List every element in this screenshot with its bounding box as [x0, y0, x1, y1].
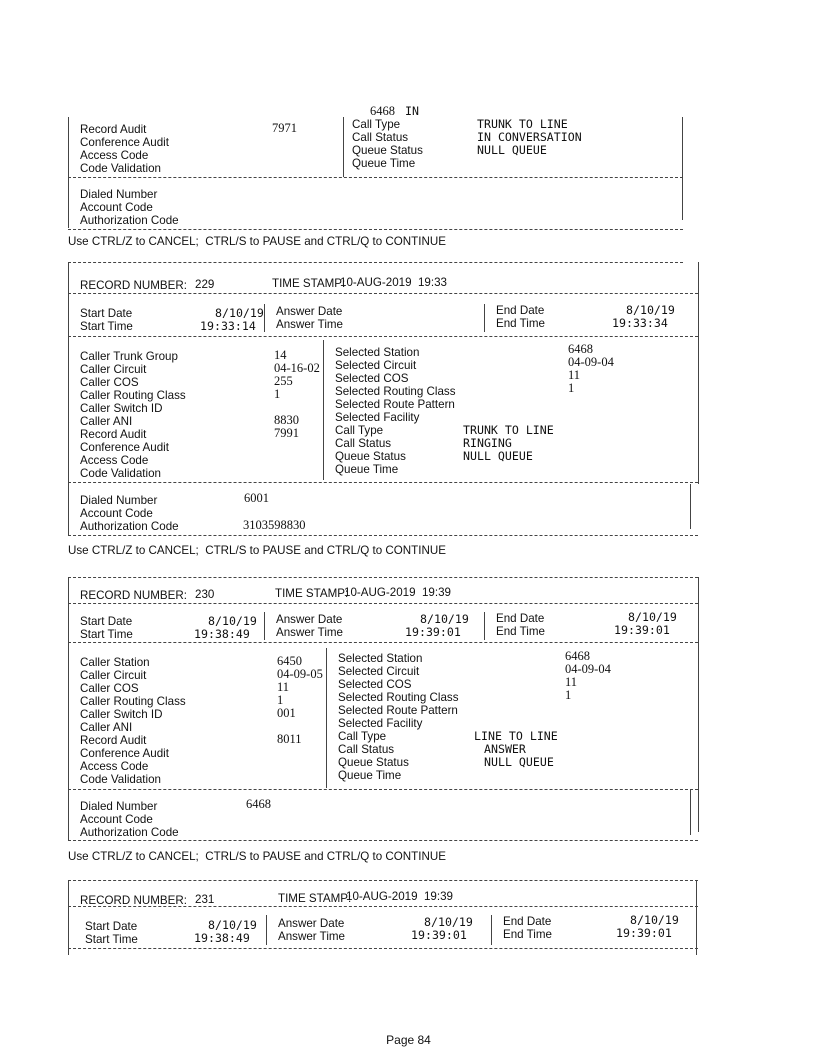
- selected-label-0: Selected Station: [335, 346, 420, 359]
- r228-right-label-0: Call Type: [352, 118, 401, 131]
- r228-right-value-2: NULL QUEUE: [477, 143, 547, 157]
- answer-date: 8/10/19: [424, 915, 473, 929]
- time-stamp-label: TIME STAMP:: [275, 587, 349, 600]
- start-date-label: Start Date: [80, 307, 133, 320]
- r228-right-label-2: Queue Status: [352, 144, 423, 157]
- r228-left-label-1: Conference Audit: [80, 136, 169, 149]
- selected-label-4: Selected Route Pattern: [335, 398, 455, 411]
- dialed-value-0: 6468: [246, 797, 271, 811]
- prompt-text: Use CTRL/Z to CANCEL; CTRL/S to PAUSE and CTRL/Q to CONTINUE: [68, 544, 446, 557]
- caller-label-7: Conference Audit: [80, 747, 169, 760]
- selected-value-1: 04-09-04: [568, 355, 614, 369]
- selected-label-3: Selected Routing Class: [335, 385, 456, 398]
- r228-dialed-label-2: Authorization Code: [80, 214, 179, 227]
- selected-value-0: 6468: [568, 342, 593, 356]
- caller-label-6: Record Audit: [80, 734, 147, 747]
- selected-label-1: Selected Circuit: [338, 665, 420, 678]
- selected-label-7: Call Status: [338, 743, 395, 756]
- answer-date-label: Answer Date: [276, 305, 343, 318]
- caller-label-8: Access Code: [80, 454, 149, 467]
- end-date-label: End Date: [496, 612, 545, 625]
- caller-label-9: Code Validation: [80, 467, 161, 480]
- r228-left-label-3: Code Validation: [80, 162, 161, 175]
- dialed-label-0: Dialed Number: [80, 494, 158, 507]
- caller-value-6: 7991: [274, 426, 299, 440]
- r228-left-label-2: Access Code: [80, 149, 149, 162]
- time-stamp: 10-AUG-2019 19:39: [346, 890, 453, 903]
- start-date: 8/10/19: [215, 306, 264, 320]
- selected-value-7: RINGING: [463, 436, 512, 450]
- selected-value-3: 1: [568, 381, 575, 395]
- caller-label-3: Caller Routing Class: [80, 695, 186, 708]
- selected-value-8: NULL QUEUE: [484, 755, 554, 769]
- end-date-label: End Date: [503, 915, 552, 928]
- caller-label-3: Caller Routing Class: [80, 389, 186, 402]
- caller-value-3: 1: [274, 387, 281, 401]
- caller-value-1: 04-09-05: [277, 667, 323, 681]
- end-date: 8/10/19: [628, 610, 677, 624]
- start-time: 19:38:49: [194, 931, 250, 945]
- r228-left-value-0: 7971: [272, 121, 297, 135]
- caller-label-1: Caller Circuit: [80, 363, 147, 376]
- caller-label-4: Caller Switch ID: [80, 402, 163, 415]
- end-time-label: End Time: [496, 625, 545, 638]
- answer-date-label: Answer Date: [278, 917, 345, 930]
- caller-label-8: Access Code: [80, 760, 149, 773]
- selected-label-5: Selected Facility: [338, 717, 423, 730]
- start-time-label: Start Time: [80, 628, 133, 641]
- end-time: 19:39:01: [614, 623, 670, 637]
- selected-label-2: Selected COS: [338, 678, 412, 691]
- start-date-label: Start Date: [80, 615, 133, 628]
- time-stamp: 10-AUG-2019 19:33: [340, 276, 447, 289]
- record-number-label: RECORD NUMBER:: [80, 894, 187, 907]
- end-time: 19:33:34: [612, 316, 668, 330]
- dialed-label-1: Account Code: [80, 813, 153, 826]
- dialed-label-0: Dialed Number: [80, 800, 158, 813]
- r228-left-label-0: Record Audit: [80, 123, 147, 136]
- start-time: 19:33:14: [200, 319, 256, 333]
- answer-time-label: Answer Time: [276, 626, 344, 639]
- selected-label-2: Selected COS: [335, 372, 409, 385]
- end-date-label: End Date: [496, 304, 545, 317]
- selected-value-7: ANSWER: [484, 742, 526, 756]
- caller-label-4: Caller Switch ID: [80, 708, 163, 721]
- selected-label-3: Selected Routing Class: [338, 691, 459, 704]
- dialed-value-0: 6001: [244, 491, 269, 505]
- caller-value-2: 11: [277, 680, 290, 694]
- caller-value-0: 6450: [277, 654, 302, 668]
- caller-value-2: 255: [274, 374, 293, 388]
- caller-label-9: Code Validation: [80, 773, 161, 786]
- end-time-label: End Time: [496, 317, 545, 330]
- caller-label-2: Caller COS: [80, 682, 139, 695]
- answer-date: 8/10/19: [420, 612, 469, 626]
- answer-time-label: Answer Time: [276, 318, 344, 331]
- start-date: 8/10/19: [208, 918, 257, 932]
- time-stamp-label: TIME STAMP:: [272, 277, 346, 290]
- caller-label-1: Caller Circuit: [80, 669, 147, 682]
- end-date: 8/10/19: [630, 913, 679, 927]
- selected-value-1: 04-09-04: [565, 662, 611, 676]
- answer-date-label: Answer Date: [276, 613, 343, 626]
- caller-value-3: 1: [277, 693, 284, 707]
- dialed-label-1: Account Code: [80, 507, 153, 520]
- selected-label-5: Selected Facility: [335, 411, 420, 424]
- selected-value-2: 11: [565, 675, 578, 689]
- selected-value-3: 1: [565, 688, 572, 702]
- selected-value-6: TRUNK TO LINE: [463, 423, 554, 437]
- record-number: 230: [195, 588, 215, 601]
- caller-label-0: Caller Trunk Group: [80, 350, 178, 363]
- selected-label-9: Queue Time: [338, 769, 402, 782]
- top-station-suffix: IN: [405, 104, 419, 118]
- r228-right-value-1: IN CONVERSATION: [477, 130, 582, 144]
- dialed-label-2: Authorization Code: [80, 520, 179, 533]
- start-time-label: Start Time: [80, 320, 133, 333]
- caller-value-6: 8011: [277, 732, 302, 746]
- r228-right-value-0: TRUNK TO LINE: [477, 117, 568, 131]
- caller-value-5: 8830: [274, 413, 299, 427]
- prompt-text: Use CTRL/Z to CANCEL; CTRL/S to PAUSE and CTRL/Q to CONTINUE: [68, 850, 446, 863]
- caller-label-5: Caller ANI: [80, 721, 133, 734]
- record-number: 231: [195, 893, 215, 906]
- caller-value-0: 14: [274, 348, 287, 362]
- prompt-text: Use CTRL/Z to CANCEL; CTRL/S to PAUSE and CTRL/Q to CONTINUE: [68, 235, 446, 248]
- time-stamp: 10-AUG-2019 19:39: [344, 586, 451, 599]
- dialed-value-2: 3103598830: [243, 518, 306, 532]
- selected-label-4: Selected Route Pattern: [338, 704, 458, 717]
- selected-label-6: Call Type: [338, 730, 387, 743]
- r228-dialed-label-1: Account Code: [80, 201, 153, 214]
- selected-value-6: LINE TO LINE: [474, 729, 558, 743]
- selected-label-0: Selected Station: [338, 652, 423, 665]
- r228-right-label-1: Call Status: [352, 131, 409, 144]
- answer-time-label: Answer Time: [278, 930, 346, 943]
- caller-value-1: 04-16-02: [274, 361, 320, 375]
- start-date: 8/10/19: [208, 614, 257, 628]
- answer-time: 19:39:01: [405, 625, 461, 639]
- end-date: 8/10/19: [626, 303, 675, 317]
- selected-label-8: Queue Status: [335, 450, 406, 463]
- end-time-label: End Time: [503, 928, 552, 941]
- top-station: 6468: [370, 104, 395, 118]
- record-number-label: RECORD NUMBER:: [80, 589, 187, 602]
- selected-label-8: Queue Status: [338, 756, 409, 769]
- end-time: 19:39:01: [616, 926, 672, 940]
- selected-value-2: 11: [568, 368, 581, 382]
- start-time-label: Start Time: [85, 933, 138, 946]
- selected-value-8: NULL QUEUE: [463, 449, 533, 463]
- caller-label-2: Caller COS: [80, 376, 139, 389]
- page-number: Page 84: [386, 1033, 431, 1047]
- r228-right-label-3: Queue Time: [352, 157, 416, 170]
- start-date-label: Start Date: [85, 920, 138, 933]
- caller-label-6: Record Audit: [80, 428, 147, 441]
- caller-value-4: 001: [277, 706, 296, 720]
- start-time: 19:38:49: [194, 627, 250, 641]
- answer-time: 19:39:01: [411, 928, 467, 942]
- selected-label-6: Call Type: [335, 424, 384, 437]
- time-stamp-label: TIME STAMP:: [278, 892, 352, 905]
- caller-label-0: Caller Station: [80, 656, 150, 669]
- caller-label-7: Conference Audit: [80, 441, 169, 454]
- selected-label-7: Call Status: [335, 437, 392, 450]
- record-number: 229: [195, 278, 215, 291]
- dialed-label-2: Authorization Code: [80, 826, 179, 839]
- selected-value-0: 6468: [565, 649, 590, 663]
- caller-label-5: Caller ANI: [80, 415, 133, 428]
- record-number-label: RECORD NUMBER:: [80, 279, 187, 292]
- r228-dialed-label-0: Dialed Number: [80, 188, 158, 201]
- selected-label-9: Queue Time: [335, 463, 399, 476]
- selected-label-1: Selected Circuit: [335, 359, 417, 372]
